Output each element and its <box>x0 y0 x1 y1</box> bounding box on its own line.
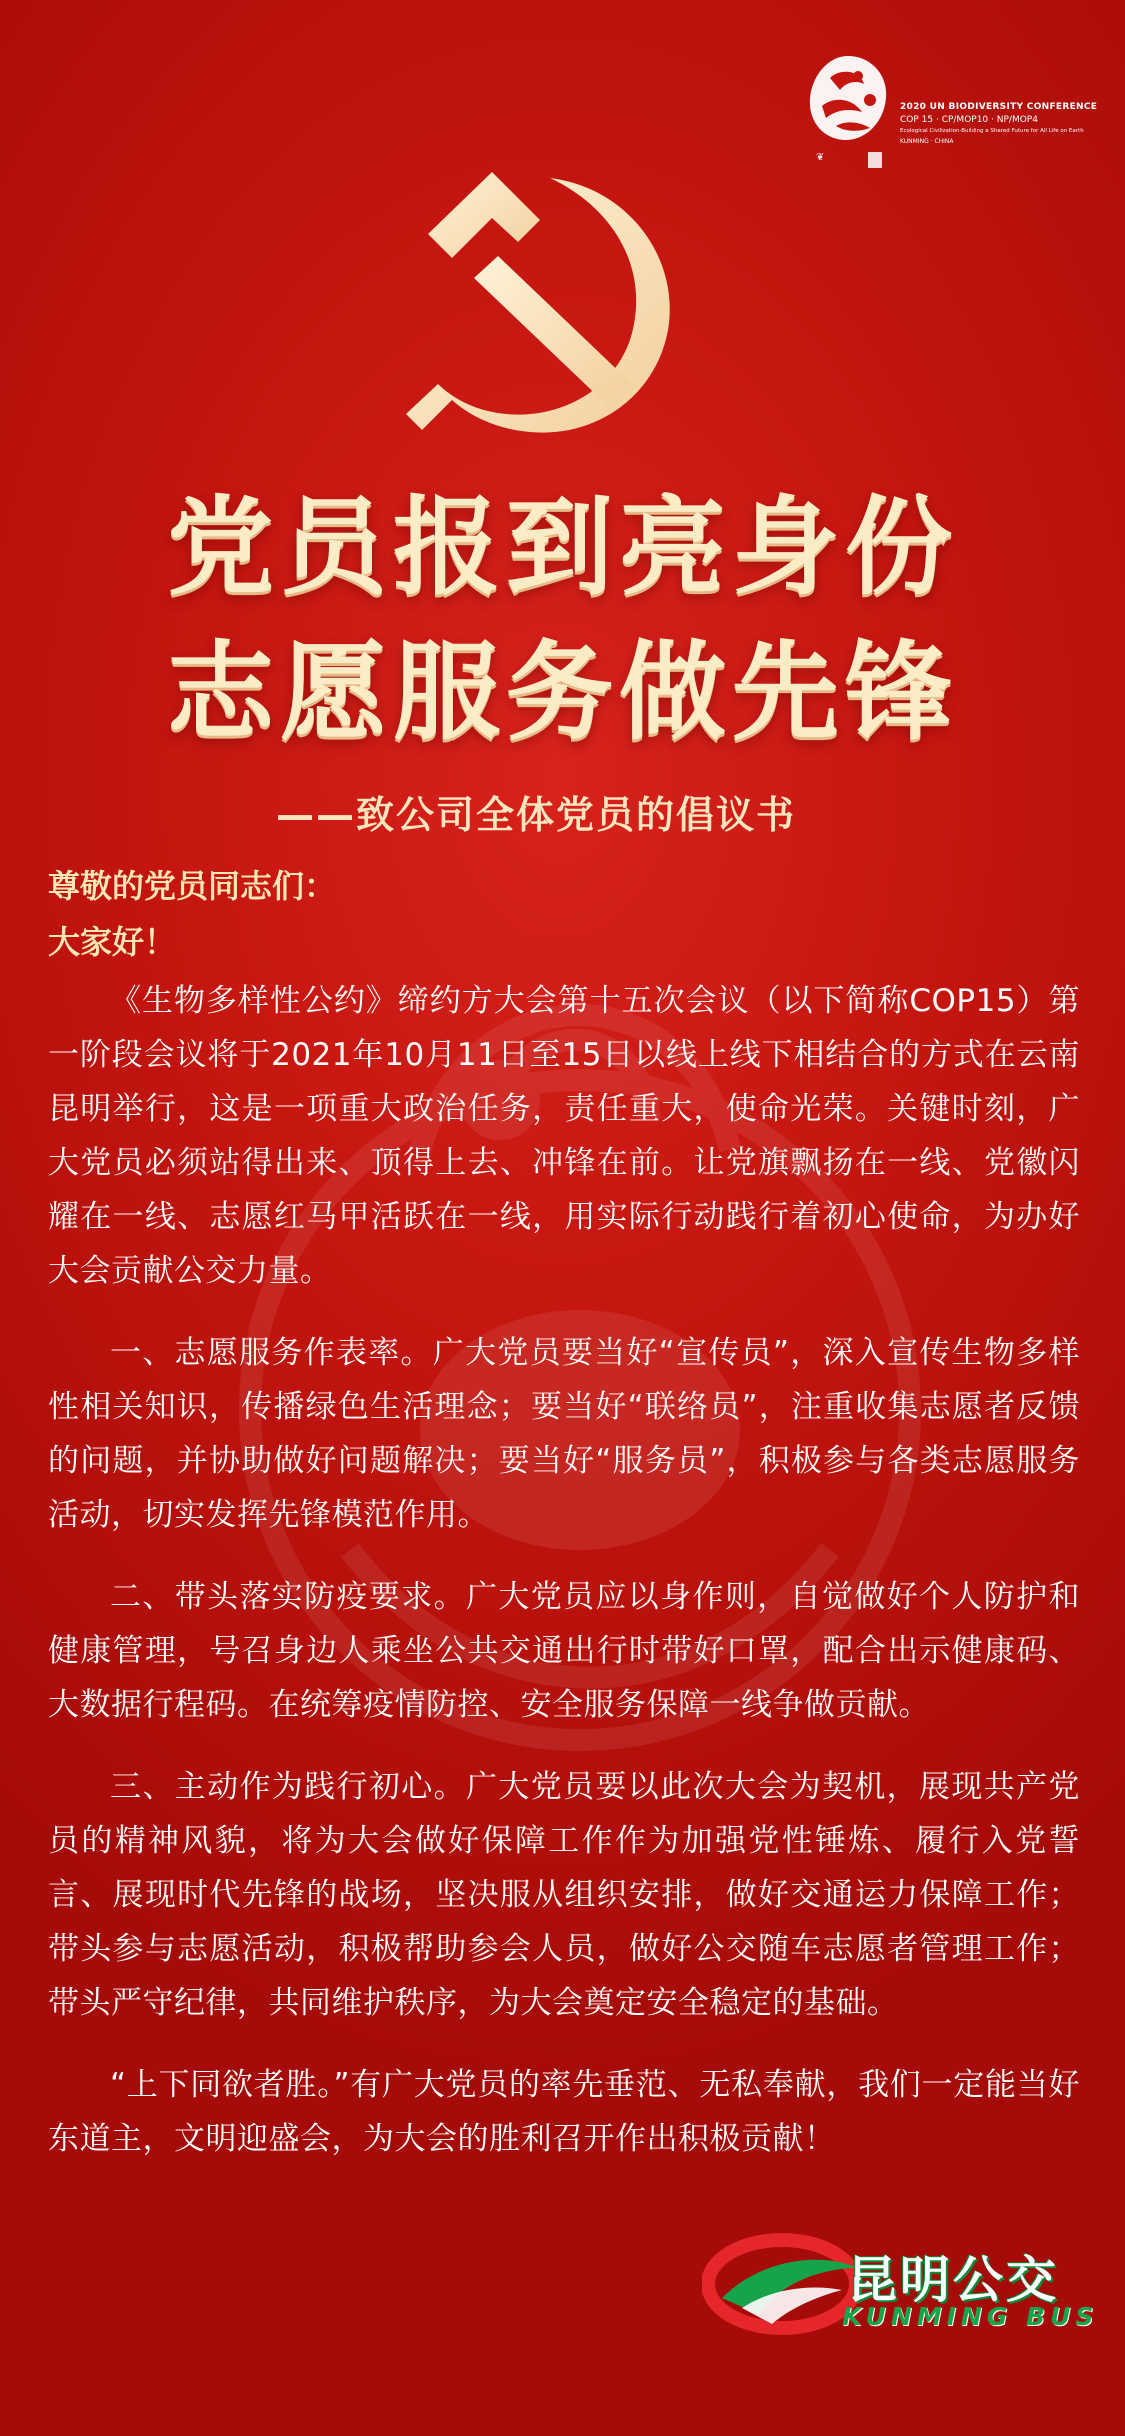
cop15-logo <box>800 48 1100 178</box>
bus-name-chinese: 昆明公交 <box>847 2251 1059 2309</box>
cop15-emblem-icon <box>800 48 896 178</box>
bus-name-english: KUNMING BUS <box>842 2302 1099 2331</box>
paragraph-epidemic: 二、带头落实防疫要求。广大党员应以身作则，自觉做好个人防护和健康管理，号召身边人乘坐公共交通出行时带好口罩，配合出示健康码、大数据行程码。在统筹疫情防控、安全服务保障一线争做贡献。 <box>48 1579 1080 1723</box>
main-title-line-2: 志愿服务做先锋 <box>166 631 958 755</box>
subtitle: ——致公司全体党员的倡议书 <box>276 793 797 837</box>
cop15-logo-text <box>900 102 1100 145</box>
kunming-bus-logo <box>702 2228 1102 2338</box>
bus-swoosh-icon <box>702 2228 862 2338</box>
paragraph-closing: “上下同欲者胜。”有广大党员的率先垂范、无私奉献，我们一定能当好东道主，文明迎盛会，为大会的胜利召开作出积极贡献！ <box>48 2067 1080 2157</box>
greeting: 大家好！ <box>48 923 177 961</box>
svg-text:❦: ❦ <box>816 152 825 163</box>
hammer-sickle-icon <box>400 160 690 450</box>
salutation: 尊敬的党员同志们： <box>48 867 337 905</box>
cop15-line-4: KUNMING · CHINA <box>900 138 954 145</box>
cop15-line-2: COP 15 · CP/MOP10 · NP/MOP4 <box>900 115 1038 125</box>
paragraph-intro: 《生物多样性公约》缔约方大会第十五次会议（以下简称COP15）第一阶段会议将于2021年10月11日至15日以线上线下相结合的方式在云南昆明举行，这是一项重大政治任务，责任重大，使命光荣。关键时刻，广大党员必须站得出来、顶得上去、冲锋在前。让党旗飘扬在一线、党徽闪耀在一线、志愿红马甲活跃在一线，用实际行动践行着初心使命，为办好大会贡献公交力量。 <box>48 983 1080 1289</box>
paragraph-volunteer: 一、志愿服务作表率。广大党员要当好“宣传员”，深入宣传生物多样性相关知识，传播绿色生活理念；要当好“联络员”，注重收集志愿者反馈的问题，并协助做好问题解决；要当好“服务员”，积极参与各类志愿服务活动，切实发挥先锋模范作用。 <box>48 1335 1080 1533</box>
main-title-line-1: 党员报到亮身份 <box>166 486 958 610</box>
paragraph-initiative: 三、主动作为践行初心。广大党员要以此次大会为契机，展现共产党员的精神风貌，将为大会做好保障工作作为加强党性锤炼、履行入党誓言、展现时代先锋的战场，坚决服从组织安排，做好交通运力保障工作；带头参与志愿活动，积极帮助参会人员，做好公交随车志愿者管理工作；带头严守纪律，共同维护秩序，为大会奠定安全稳定的基础。 <box>48 1769 1080 2021</box>
letter-body <box>48 858 1080 2194</box>
cop15-line-3: Ecological Civilization-Building a Shared Future for All Life on Earth <box>900 128 1084 134</box>
cop15-line-1: 2020 UN BIODIVERSITY CONFERENCE <box>900 102 1098 112</box>
